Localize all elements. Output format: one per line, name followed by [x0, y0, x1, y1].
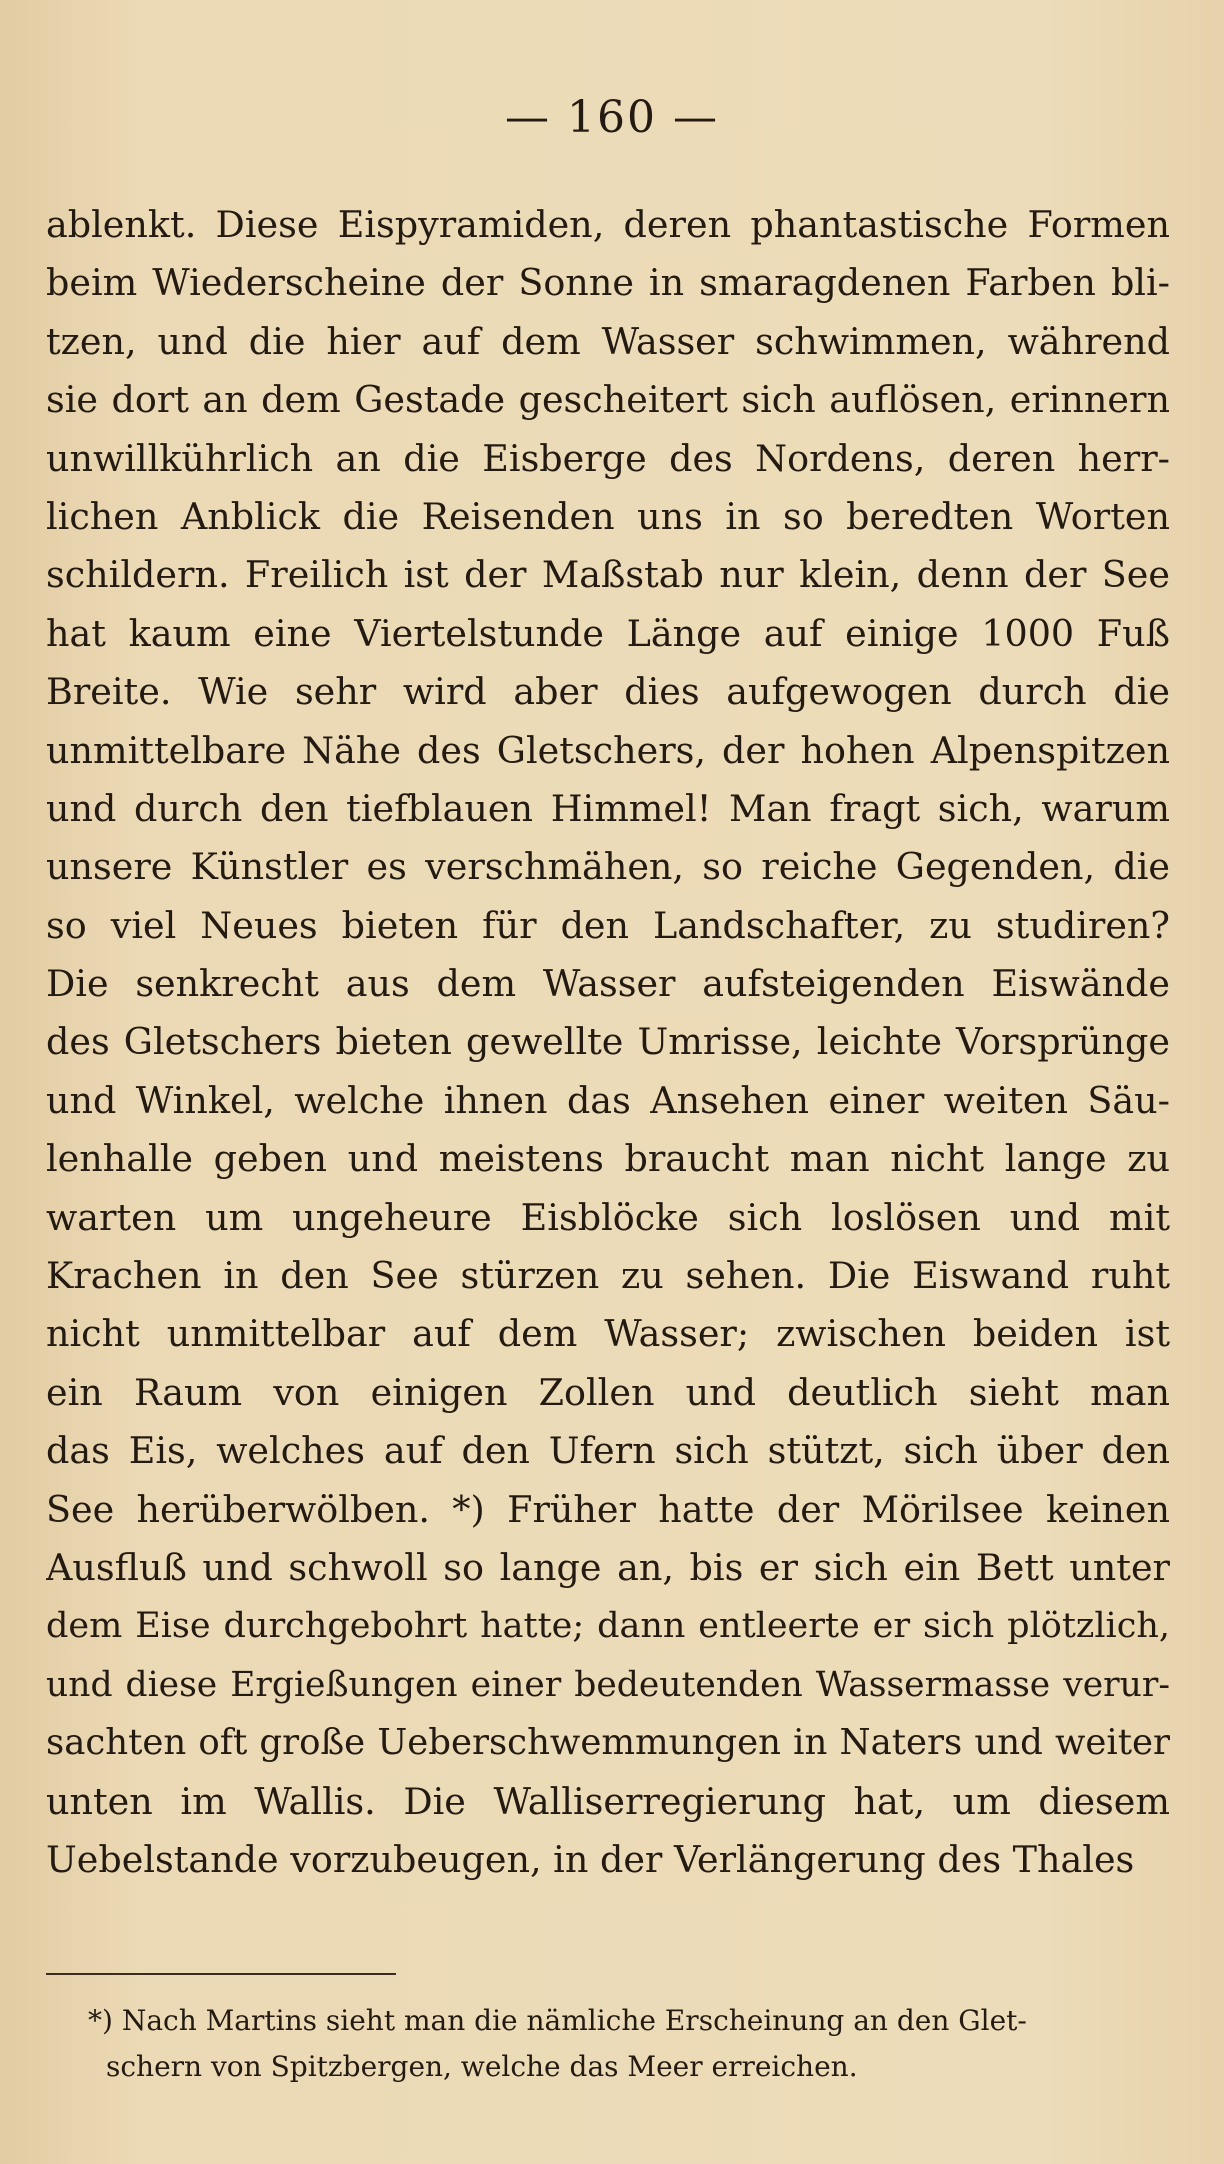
text-line: unwillkührlich an die Eisberge des Nordens, deren herr- [46, 436, 1170, 480]
text-line: hat kaum eine Viertelstunde Länge auf einige 1000 Fuß [46, 611, 1170, 655]
text-line: Uebelstande vorzubeugen, in der Verlängerung des Thales [46, 1837, 1135, 1881]
footnote-line: *) Nach Martins sieht man die nämliche Erscheinung an den Glet- [88, 2004, 1027, 2037]
text-line: nicht unmittelbar auf dem Wasser; zwischen beiden ist [46, 1312, 1170, 1356]
footnote-line: schern von Spitzbergen, welche das Meer erreichen. [106, 2050, 858, 2083]
body-text [46, 196, 1170, 1889]
text-line: dem Eise durchgebohrt hatte; dann entleerte er sich plötzlich, [46, 1606, 1170, 1647]
text-line: Die senkrecht aus dem Wasser aufsteigenden Eiswände [46, 962, 1170, 1006]
text-line: lichen Anblick die Reisenden uns in so beredten Worten [46, 494, 1170, 538]
text-line: das Eis, welches auf den Ufern sich stützt, sich über den [46, 1429, 1170, 1473]
text-line: sachten oft große Ueberschwemmungen in Naters und weiter [46, 1722, 1170, 1764]
text-line: unmittelbare Nähe des Gletschers, der hohen Alpenspitzen [46, 728, 1170, 772]
text-line: schildern. Freilich ist der Maßstab nur klein, denn der See [46, 553, 1170, 597]
text-line: und Winkel, welche ihnen das Ansehen einer weiten Säu- [46, 1078, 1170, 1122]
text-line: Breite. Wie sehr wird aber dies aufgewogen durch die [46, 670, 1170, 714]
text-line: sie dort an dem Gestade gescheitert sich auflösen, erinnern [46, 378, 1170, 422]
text-line: beim Wiederscheine der Sonne in smaragdenen Farben bli- [46, 261, 1170, 305]
footnote-rule [46, 1973, 396, 1975]
text-line: tzen, und die hier auf dem Wasser schwimmen, während [46, 319, 1170, 363]
text-line: lenhalle geben und meistens braucht man nicht lange zu [46, 1137, 1170, 1181]
text-line: ein Raum von einigen Zollen und deutlich sieht man [46, 1370, 1170, 1414]
text-line: See herüberwölben. *) Früher hatte der Mörilsee keinen [46, 1487, 1170, 1531]
text-line: Krachen in den See stürzen zu sehen. Die Eiswand ruht [46, 1254, 1170, 1298]
text-line: unsere Künstler es verschmähen, so reiche Gegenden, die [46, 845, 1170, 889]
text-line: Ausfluß und schwoll so lange an, bis er sich ein Bett unter [46, 1545, 1170, 1589]
text-line: ablenkt. Diese Eispyramiden, deren phantastische Formen [46, 203, 1170, 246]
text-line: des Gletschers bieten gewellte Umrisse, leichte Vorsprünge [46, 1020, 1170, 1064]
text-line: so viel Neues bieten für den Landschafter, zu studiren? [46, 903, 1170, 947]
text-line: und durch den tiefblauen Himmel! Man fragt sich, warum [46, 786, 1170, 830]
text-line: und diese Ergießungen einer bedeutenden Wassermasse verur- [46, 1664, 1170, 1705]
text-line: warten um ungeheure Eisblöcke sich loslösen und mit [46, 1195, 1170, 1239]
footnote [88, 1998, 1176, 2090]
text-line: unten im Wallis. Die Walliserregierung hat, um diesem [46, 1779, 1170, 1823]
page-number: — 160 — [505, 92, 719, 143]
